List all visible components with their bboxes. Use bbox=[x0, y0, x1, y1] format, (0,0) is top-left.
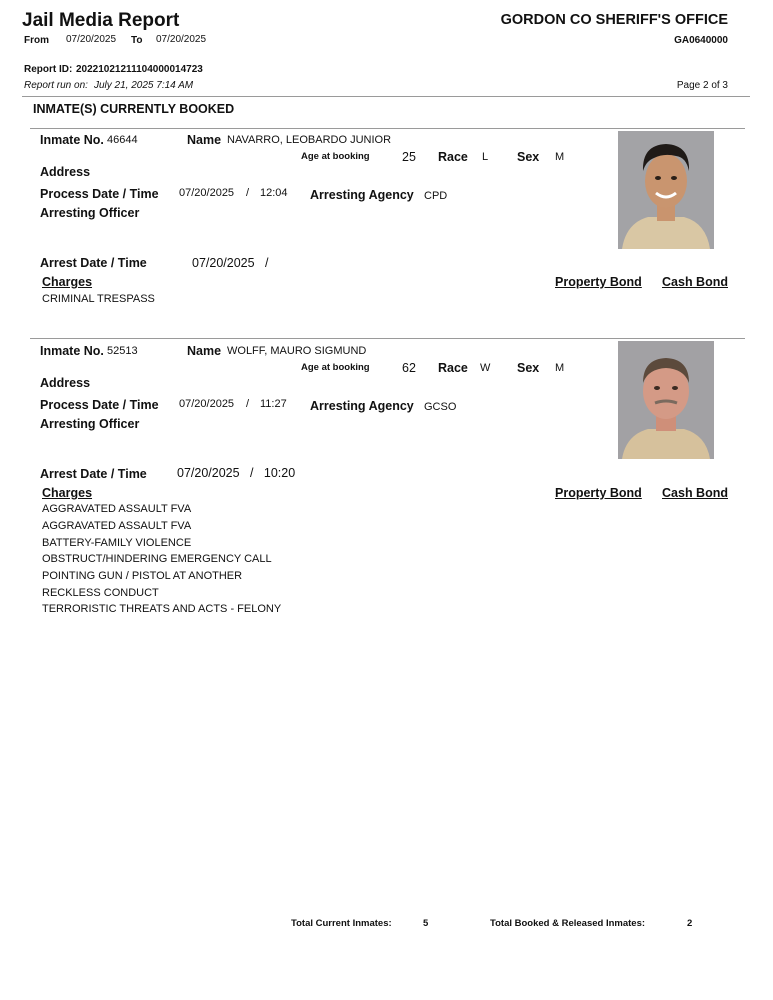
to-date: 07/20/2025 bbox=[156, 34, 207, 45]
charge-item: TERRORISTIC THREATS AND ACTS - FELONY bbox=[42, 603, 282, 615]
agency-value: GCSO bbox=[424, 401, 457, 413]
name-value: NAVARRO, LEOBARDO JUNIOR bbox=[227, 134, 392, 146]
agency-label: Arresting Agency bbox=[310, 399, 414, 413]
race-label: Race bbox=[438, 150, 468, 164]
age-value: 62 bbox=[402, 361, 416, 375]
name-label: Name bbox=[187, 344, 222, 358]
charge-item: POINTING GUN / PISTOL AT ANOTHER bbox=[42, 570, 243, 582]
inmate-photo bbox=[618, 131, 714, 249]
inmate-divider bbox=[30, 128, 745, 129]
total-released-value: 2 bbox=[687, 918, 693, 929]
age-value: 25 bbox=[402, 150, 416, 164]
sex-value: M bbox=[555, 362, 565, 374]
age-label: Age at booking bbox=[301, 362, 370, 373]
run-on-value: July 21, 2025 7:14 AM bbox=[94, 80, 194, 91]
process-separator: / bbox=[246, 187, 250, 199]
race-value: W bbox=[480, 362, 491, 374]
total-current-value: 5 bbox=[423, 918, 429, 929]
address-label: Address bbox=[40, 165, 91, 179]
inmate-photo bbox=[618, 341, 714, 459]
officer-label: Arresting Officer bbox=[40, 206, 140, 220]
total-released-label: Total Booked & Released Inmates: bbox=[490, 918, 646, 929]
age-label: Age at booking bbox=[301, 151, 370, 162]
inmate-divider bbox=[30, 338, 745, 339]
report-id-label: Report ID: bbox=[24, 64, 73, 75]
charge-item: AGGRAVATED ASSAULT FVA bbox=[42, 520, 192, 532]
charge-item: AGGRAVATED ASSAULT FVA bbox=[42, 503, 192, 515]
race-label: Race bbox=[438, 361, 468, 375]
process-label: Process Date / Time bbox=[40, 187, 159, 201]
officer-label: Arresting Officer bbox=[40, 417, 140, 431]
run-on-label: Report run on: bbox=[24, 80, 88, 91]
process-date: 07/20/2025 bbox=[179, 398, 235, 410]
office-name: GORDON CO SHERIFF'S OFFICE bbox=[500, 12, 728, 28]
from-label: From bbox=[24, 35, 49, 46]
section-title: INMATE(S) CURRENTLY BOOKED bbox=[33, 102, 235, 116]
arrest-value: 07/20/2025 / bbox=[192, 256, 269, 270]
process-date: 07/20/2025 bbox=[179, 187, 235, 199]
property-bond-label: Property Bond bbox=[555, 275, 642, 289]
sex-label: Sex bbox=[517, 150, 540, 164]
race-value: L bbox=[482, 151, 489, 163]
inmate-no-label: Inmate No. bbox=[40, 133, 104, 147]
charge-item: BATTERY-FAMILY VIOLENCE bbox=[42, 537, 192, 549]
arrest-label: Arrest Date / Time bbox=[40, 256, 147, 270]
inmate-no-value: 46644 bbox=[107, 134, 138, 146]
header-divider bbox=[22, 96, 750, 97]
process-label: Process Date / Time bbox=[40, 398, 159, 412]
process-time: 12:04 bbox=[260, 187, 288, 199]
from-date: 07/20/2025 bbox=[66, 34, 117, 45]
address-label: Address bbox=[40, 376, 91, 390]
agency-value: CPD bbox=[424, 190, 448, 202]
to-label: To bbox=[131, 35, 143, 46]
name-value: WOLFF, MAURO SIGMUND bbox=[227, 345, 367, 357]
total-current-label: Total Current Inmates: bbox=[291, 918, 392, 929]
sex-value: M bbox=[555, 151, 565, 163]
charges-label: Charges bbox=[42, 275, 93, 289]
sex-label: Sex bbox=[517, 361, 540, 375]
process-separator: / bbox=[246, 398, 250, 410]
agency-label: Arresting Agency bbox=[310, 188, 414, 202]
charge-item: OBSTRUCT/HINDERING EMERGENCY CALL bbox=[42, 553, 272, 565]
name-label: Name bbox=[187, 133, 222, 147]
report-title: Jail Media Report bbox=[22, 10, 180, 31]
cash-bond-label: Cash Bond bbox=[662, 486, 728, 500]
charges-label: Charges bbox=[42, 486, 93, 500]
inmate-no-label: Inmate No. bbox=[40, 344, 104, 358]
property-bond-label: Property Bond bbox=[555, 486, 642, 500]
ori-code: GA0640000 bbox=[674, 35, 728, 46]
mugshot-image bbox=[618, 341, 714, 459]
arrest-value: 07/20/2025 / 10:20 bbox=[177, 466, 296, 480]
arrest-label: Arrest Date / Time bbox=[40, 467, 147, 481]
inmate-no-value: 52513 bbox=[107, 345, 138, 357]
cash-bond-label: Cash Bond bbox=[662, 275, 728, 289]
report-id: 20221021211104000014723 bbox=[76, 64, 203, 75]
page-number: Page 2 of 3 bbox=[676, 80, 728, 91]
charge-item: RECKLESS CONDUCT bbox=[42, 587, 159, 599]
process-time: 11:27 bbox=[260, 398, 287, 410]
charge-item: CRIMINAL TRESPASS bbox=[42, 293, 155, 305]
mugshot-image bbox=[618, 131, 714, 249]
